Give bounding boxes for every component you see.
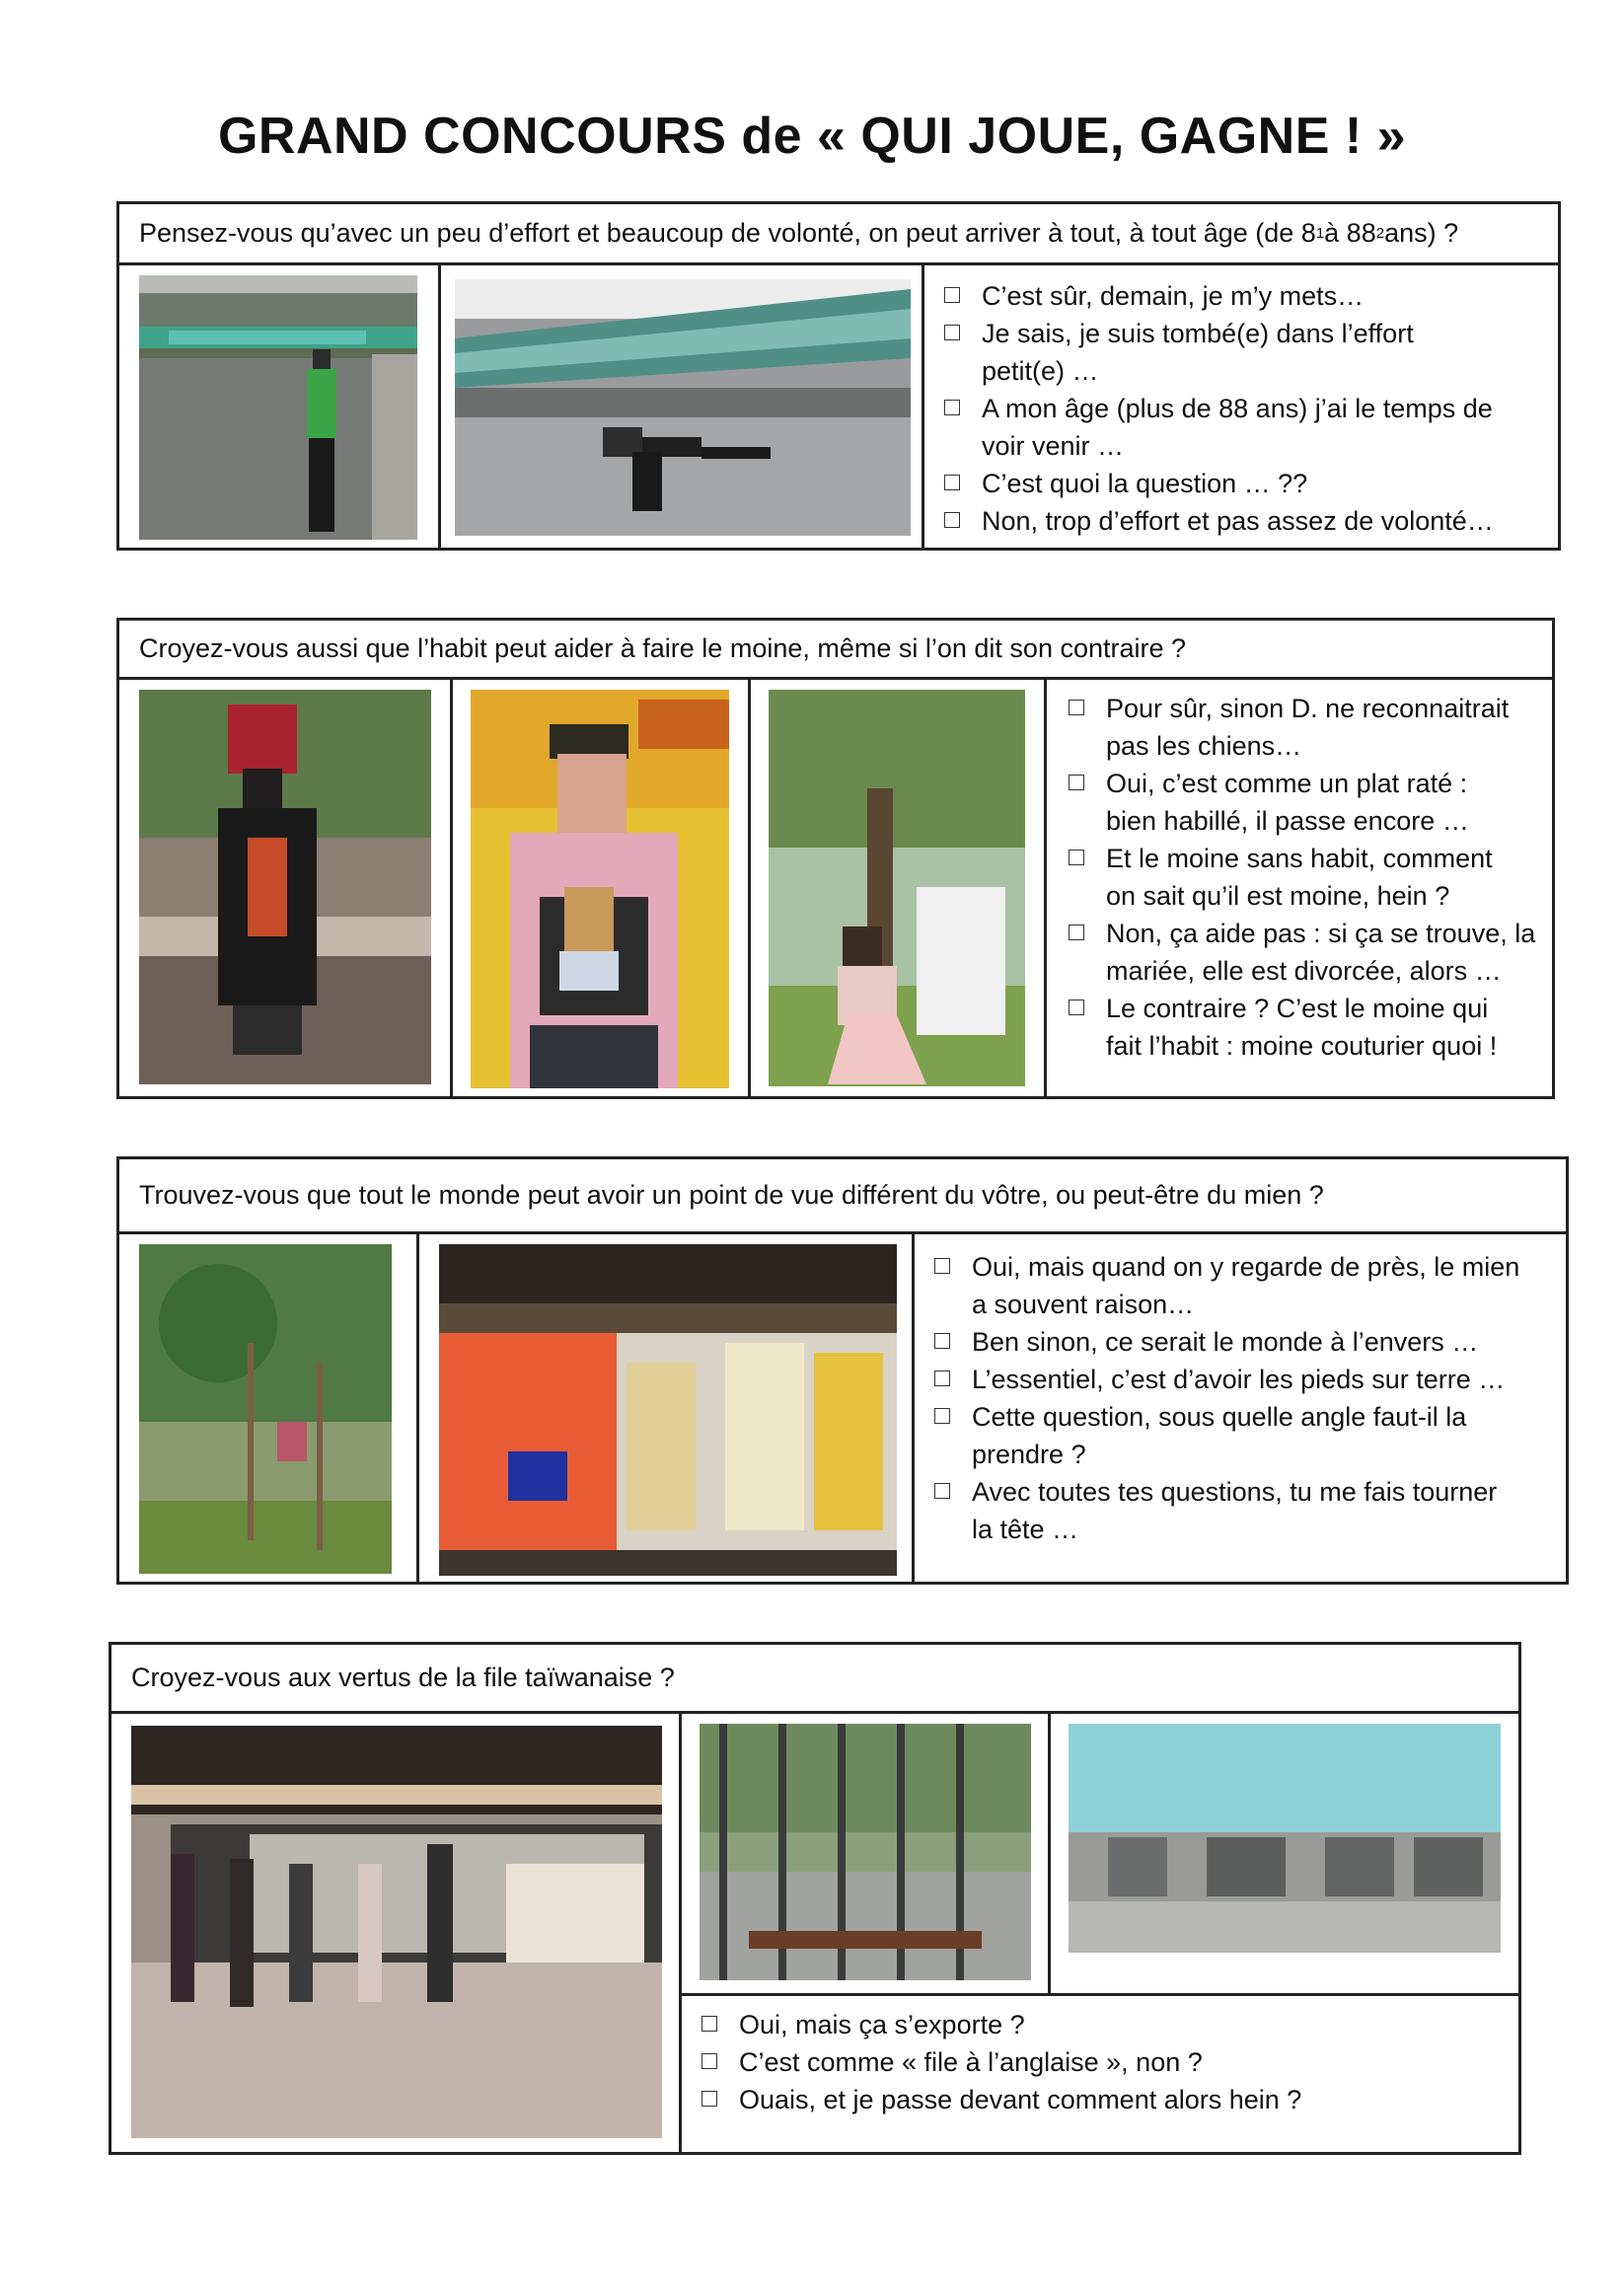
options-cell: [1047, 680, 1552, 1096]
photo-bride-with-board: [769, 690, 1025, 1086]
question-1-text: Pensez-vous qu’avec un peu d’effort et beaucoup de volonté, on peut arriver à tout, à tout âge (de 8 1 à 88 2 ans) ?: [119, 204, 1558, 265]
photo-man-standing-green-shirt: [139, 275, 417, 540]
checkbox-icon[interactable]: [944, 400, 960, 415]
photo-cell: [111, 1714, 682, 2152]
options-list-3: [932, 1248, 1560, 1548]
checkbox-icon[interactable]: [1069, 925, 1084, 940]
options-cell: [682, 1996, 1518, 2152]
options-cell: [924, 265, 1558, 548]
option-checkbox[interactable]: C’est sûr, demain, je m’y mets…: [942, 277, 1544, 315]
checkbox-icon[interactable]: [944, 287, 960, 303]
question-block-4: [109, 1642, 1521, 2155]
options-list-4: [700, 2006, 1509, 2118]
photo-cell: [119, 265, 441, 548]
checkbox-icon[interactable]: [1069, 775, 1084, 790]
option-checkbox[interactable]: C’est quoi la question … ??: [942, 465, 1544, 502]
checkbox-icon[interactable]: [1069, 1000, 1084, 1015]
question-block-1: [116, 201, 1561, 551]
checkbox-icon[interactable]: [944, 512, 960, 528]
photo-park-gate-queue: [700, 1724, 1031, 1980]
checkbox-icon[interactable]: [934, 1483, 950, 1499]
checkbox-icon[interactable]: [944, 325, 960, 340]
photo-metro-queue: [131, 1726, 662, 2138]
checkbox-icon[interactable]: [701, 2016, 717, 2032]
question-block-3: [116, 1156, 1569, 1585]
checkbox-icon[interactable]: [944, 475, 960, 490]
photo-man-with-dog: [471, 690, 729, 1088]
question-3-text: Trouvez-vous que tout le monde peut avoir un point de vue différent du vôtre, ou peut-être du mien ?: [119, 1159, 1566, 1234]
option-checkbox[interactable]: L’essentiel, c’est d’avoir les pieds sur terre …: [932, 1361, 1560, 1398]
photo-cell: [751, 680, 1047, 1096]
photo-breakdancer-station: [439, 1244, 897, 1576]
photo-cell: [441, 265, 924, 548]
option-checkbox[interactable]: Le contraire ? C’est le moine qui fait l’habit : moine couturier quoi !: [1067, 990, 1546, 1065]
question-block-2: [116, 618, 1555, 1099]
options-cell: [915, 1234, 1566, 1582]
option-checkbox[interactable]: Je sais, je suis tombé(e) dans l’effort petit(e) …: [942, 315, 1544, 390]
checkbox-icon[interactable]: [934, 1333, 950, 1349]
options-list-1: [942, 277, 1544, 540]
photo-cell: [119, 1234, 419, 1582]
option-checkbox[interactable]: Non, ça aide pas : si ça se trouve, la mariée, elle est divorcée, alors …: [1067, 915, 1546, 990]
photo-cell: [682, 1714, 1051, 1996]
photo-cell: [1051, 1714, 1518, 1996]
checkbox-icon[interactable]: [1069, 700, 1084, 715]
photo-cell: [419, 1234, 915, 1582]
option-checkbox[interactable]: Ouais, et je passe devant comment alors hein ?: [700, 2081, 1509, 2118]
option-checkbox[interactable]: Pour sûr, sinon D. ne reconnaitrait pas les chiens…: [1067, 690, 1546, 765]
option-checkbox[interactable]: Oui, mais ça s’exporte ?: [700, 2006, 1509, 2043]
option-checkbox[interactable]: Cette question, sous quelle angle faut-il la prendre ?: [932, 1398, 1560, 1473]
option-checkbox[interactable]: Oui, mais quand on y regarde de près, le mien a souvent raison…: [932, 1248, 1560, 1323]
photo-park-trees: [139, 1244, 392, 1574]
question-4-text: Croyez-vous aux vertus de la file taïwanaise ?: [111, 1645, 1518, 1714]
checkbox-icon[interactable]: [701, 2091, 717, 2107]
option-checkbox[interactable]: Et le moine sans habit, comment on sait qu’il est moine, hein ?: [1067, 840, 1546, 915]
checkbox-icon[interactable]: [934, 1370, 950, 1386]
photo-cell: [119, 680, 453, 1096]
checkbox-icon[interactable]: [934, 1258, 950, 1274]
option-checkbox[interactable]: Avec toutes tes questions, tu me fais tourner la tête …: [932, 1473, 1560, 1548]
photo-tai-chi-stadium: [455, 279, 911, 536]
photo-ceremonial-costume: [139, 690, 431, 1084]
option-checkbox[interactable]: Oui, c’est comme un plat raté : bien habillé, il passe encore …: [1067, 765, 1546, 840]
checkbox-icon[interactable]: [1069, 850, 1084, 865]
option-checkbox[interactable]: Ben sinon, ce serait le monde à l’envers …: [932, 1323, 1560, 1361]
options-list-2: [1067, 690, 1546, 1065]
question-2-text: Croyez-vous aussi que l’habit peut aider à faire le moine, même si l’on dit son contraire ?: [119, 621, 1552, 680]
option-checkbox[interactable]: A mon âge (plus de 88 ans) j’ai le temps de voir venir …: [942, 390, 1544, 465]
option-checkbox[interactable]: C’est comme « file à l’anglaise », non ?: [700, 2043, 1509, 2081]
option-checkbox[interactable]: Non, trop d’effort et pas assez de volonté…: [942, 502, 1544, 540]
checkbox-icon[interactable]: [701, 2053, 717, 2069]
photo-world-building-queue: [1069, 1724, 1501, 1953]
photo-cell: [453, 680, 751, 1096]
page-title: GRAND CONCOURS de « QUI JOUE, GAGNE ! »: [217, 108, 1407, 165]
checkbox-icon[interactable]: [934, 1408, 950, 1424]
